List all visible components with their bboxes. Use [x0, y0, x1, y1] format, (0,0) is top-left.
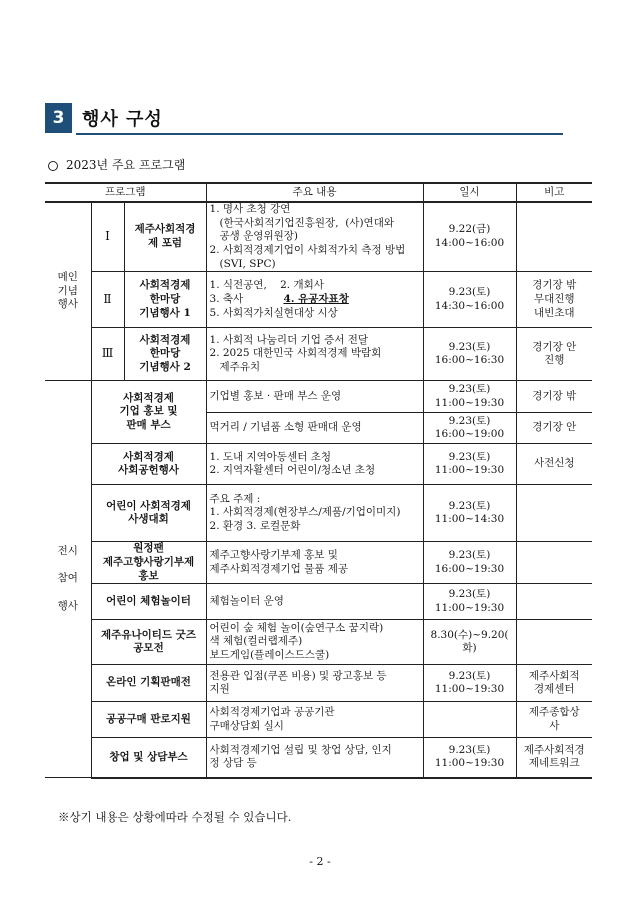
header-program: 프로그램 — [45, 183, 206, 202]
content-line: 5. 사회적가치실현대상 시상 — [209, 306, 338, 319]
remarks-cell — [516, 584, 592, 620]
main-group-label: 메인 기념 행사 — [45, 202, 91, 381]
content-line: 2. 2025 대한민국 사회적경제 박람회 — [209, 347, 382, 360]
schedule-cell: 9.23(토) 16:00~16:30 — [423, 328, 516, 381]
remarks-cell — [516, 542, 592, 584]
schedule-cell: 9.23(토) 16:00~19:30 — [423, 542, 516, 584]
table-row — [45, 444, 592, 485]
content-line: (한국사회적기업진흥원장, (사)연대와 — [209, 216, 394, 229]
schedule-cell: 9.23(토) 11:00~14:30 — [423, 485, 516, 542]
section-number: 3 — [45, 103, 72, 133]
content-line: 제주유치 — [209, 361, 261, 374]
circle-bullet-icon — [48, 161, 58, 171]
row-number: Ⅱ — [91, 272, 124, 328]
content-cell — [206, 272, 423, 328]
remarks-cell: 사전신청 — [516, 444, 592, 485]
schedule-cell: 9.23(토) 11:00~19:30 — [423, 665, 516, 702]
header-remarks: 비고 — [516, 183, 592, 202]
content-cell: 1. 도내 지역아동센터 초청 2. 지역자활센터 어린이/청소년 초청 — [206, 444, 423, 485]
subheading — [48, 156, 185, 173]
program-name: 사회적경제 한마당 기념행사 1 — [124, 272, 206, 328]
row-number: Ⅲ — [91, 328, 124, 381]
content-cell: 기업별 홍보 · 판매 부스 운영 — [206, 381, 423, 413]
footnote: ※상기 내용은 상황에따라 수정될 수 있습니다. — [58, 810, 292, 824]
schedule-cell: 9.23(토) 11:00~19:30 — [423, 738, 516, 778]
content-line — [210, 293, 420, 307]
section-rule — [76, 133, 563, 135]
table-row — [45, 381, 592, 413]
table-row — [45, 202, 592, 272]
content-cell: 체험놀이터 운영 — [206, 584, 423, 620]
program-name: 어린이 사회적경제 사생대회 — [91, 485, 206, 542]
remarks-cell: 경기장 밖 무대진행 내빈초대 — [516, 272, 592, 328]
table-row — [45, 584, 592, 620]
remarks-cell: 경기장 안 진행 — [516, 328, 592, 381]
table-row — [45, 328, 592, 381]
schedule-cell: 9.23(토) 11:00~19:30 — [423, 381, 516, 413]
program-name: 창업 및 상담부스 — [91, 738, 206, 778]
remarks-cell — [516, 485, 592, 542]
content-line: 1. 식전공연, 2. 개회사 — [209, 279, 324, 292]
subheading-text: 2023년 주요 프로그램 — [66, 158, 186, 172]
schedule-cell: 9.23(토) 16:00~19:00 — [423, 413, 516, 444]
schedule-cell: 8.30(수)~9.20( 화) — [423, 620, 516, 665]
content-item: 3. 축사 — [209, 292, 244, 305]
header-schedule: 일시 — [423, 183, 516, 202]
row-number: Ⅰ — [91, 202, 124, 272]
schedule-cell: 9.23(토) 14:30~16:00 — [423, 272, 516, 328]
content-cell: 제주고향사랑기부제 홍보 및 제주사회적경제기업 물품 제공 — [206, 542, 423, 584]
program-name: 어린이 체험놀이터 — [91, 584, 206, 620]
schedule-cell: 9.23(토) 11:00~19:30 — [423, 444, 516, 485]
content-cell: 주요 주제 : 1. 사회적경제(현장부스/제품/기업이미지) 2. 환경 3. 로컬문화 — [206, 485, 423, 542]
table-row — [45, 620, 592, 665]
content-cell — [206, 328, 423, 381]
content-cell — [206, 202, 423, 272]
table-row — [45, 272, 592, 328]
section-title: 행사 구성 — [82, 109, 163, 130]
program-name: 원정팬 제주고향사랑기부제 홍보 — [91, 542, 206, 584]
program-name: 제주사회적경 제 포럼 — [124, 202, 206, 272]
header-content: 주요 내용 — [206, 183, 423, 202]
content-item-emphasis: 4. 유공자표창 — [283, 292, 349, 305]
schedule-cell: 9.22(금) 14:00~16:00 — [423, 202, 516, 272]
content-line: (SVI, SPC) — [209, 257, 276, 270]
table-header-row — [45, 183, 592, 202]
program-name: 온라인 기획판매전 — [91, 665, 206, 702]
schedule-cell: 9.23(토) 11:00~19:30 — [423, 584, 516, 620]
content-line: 2. 사회적경제기업이 사회적가치 측정 방법 — [209, 243, 406, 256]
exhibit-group-label: 전시 참여 행사 — [45, 381, 91, 778]
content-line: 1. 명사 초청 강연 — [209, 203, 291, 215]
content-cell: 사회적경제기업과 공공기관 구매상담회 실시 — [206, 702, 423, 738]
program-name: 사회적경제 기업 홍보 및 판매 부스 — [91, 381, 206, 444]
table-row — [45, 542, 592, 584]
content-cell: 어린이 숲 체험 놀이(숲연구소 꿈지락) 색 체험(컬러랩제주) 보드게임(플레이스드스쿨) — [206, 620, 423, 665]
table-row — [45, 738, 592, 778]
content-line: 공생 운영위원장) — [209, 230, 298, 243]
program-name: 사회적경제 사회공헌행사 — [91, 444, 206, 485]
schedule-cell — [423, 702, 516, 738]
section-header — [45, 103, 563, 137]
page-number: - 2 - — [309, 855, 331, 868]
remarks-cell — [516, 620, 592, 665]
remarks-cell: 제주사회적 경제센터 — [516, 665, 592, 702]
program-table — [45, 182, 592, 779]
table-row — [45, 665, 592, 702]
program-name: 사회적경제 한마당 기념행사 2 — [124, 328, 206, 381]
remarks-cell: 제주사회적경 제네트워크 — [516, 738, 592, 778]
content-cell: 먹거리 / 기념품 소형 판매대 운영 — [206, 413, 423, 444]
remarks-cell: 제주종합상 사 — [516, 702, 592, 738]
program-name: 공공구매 판로지원 — [91, 702, 206, 738]
remarks-cell: 경기장 안 — [516, 413, 592, 444]
table-row — [45, 485, 592, 542]
remarks-cell: 경기장 밖 — [516, 381, 592, 413]
content-line: 1. 사회적 나눔리더 기업 증서 전달 — [209, 333, 369, 346]
program-name: 제주유나이티드 굿즈 공모전 — [91, 620, 206, 665]
remarks-cell — [516, 202, 592, 272]
table-row — [45, 702, 592, 738]
content-cell: 전용관 입점(쿠폰 비용) 및 광고홍보 등 지원 — [206, 665, 423, 702]
content-cell: 사회적경제기업 설립 및 창업 상담, 인지 정 상담 등 — [206, 738, 423, 778]
